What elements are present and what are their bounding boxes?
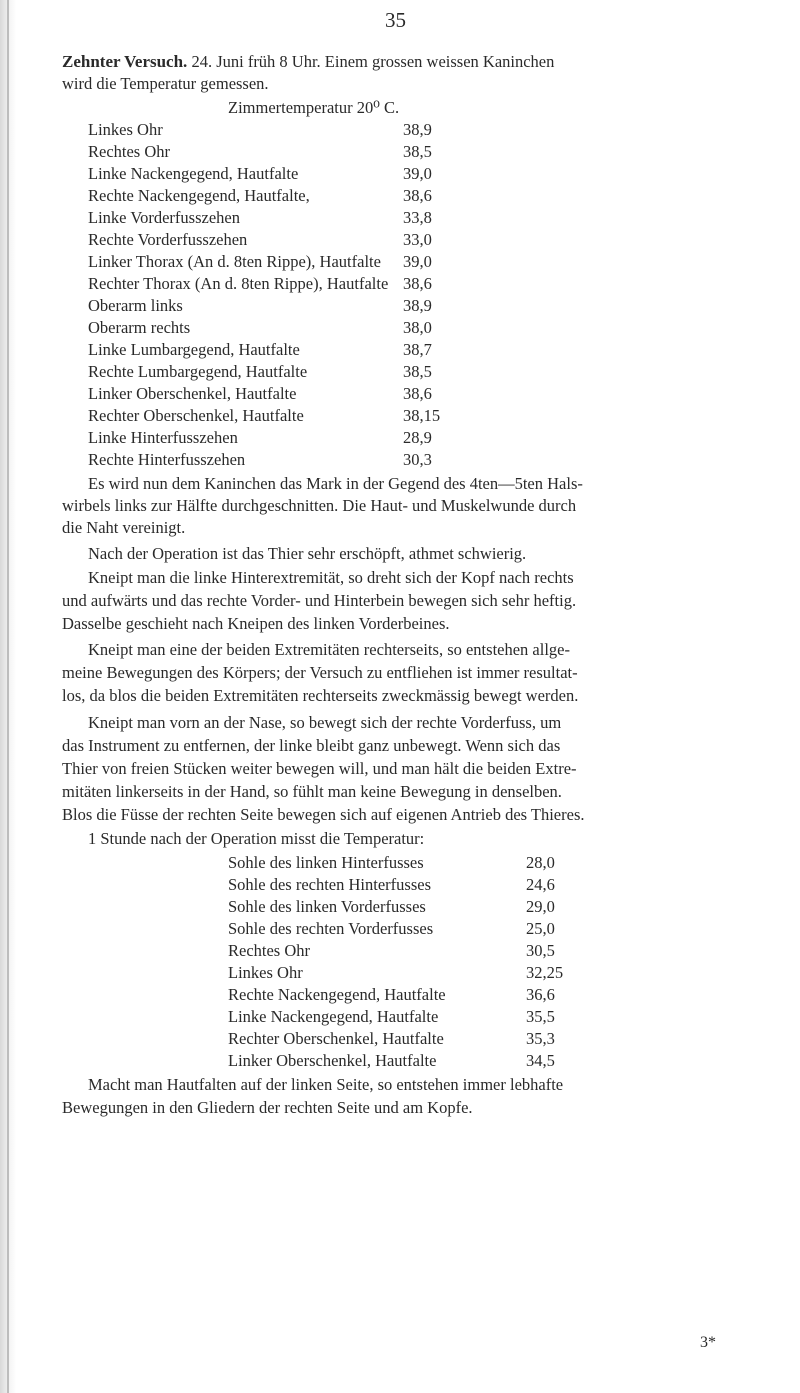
table-row-label: Linke Nackengegend, Hautfalte — [228, 1007, 439, 1026]
table-row-value: 38,5 — [403, 142, 432, 161]
table-row-label: Rechte Nackengegend, Hautfalte, — [88, 186, 310, 205]
paragraph-line: Nach der Operation ist das Thier sehr erschöpft, athmet schwierig. — [88, 544, 527, 563]
table-row-value: 38,0 — [403, 318, 432, 337]
paragraph-line: Kneipt man vorn an der Nase, so bewegt sich der rechte Vorderfuss, um — [88, 713, 562, 732]
paragraph-line: wirbels links zur Hälfte durchgeschnitten. Die Haut- und Muskelwunde durch — [62, 496, 577, 515]
table-row-label: Linke Lumbargegend, Hautfalte — [88, 340, 300, 359]
table-row-label: Oberarm links — [88, 296, 183, 315]
paragraph-line: Blos die Füsse der rechten Seite bewegen sich auf eigenen Antrieb des Thieres. — [62, 805, 585, 824]
paragraph-line: Kneipt man eine der beiden Extremitäten rechterseits, so entstehen allge- — [88, 640, 570, 659]
room-temperature: Zimmertemperatur 20⁰ C. — [228, 98, 400, 117]
paragraph-line: Thier von freien Stücken weiter bewegen will, und man hält die beiden Extre- — [62, 759, 577, 778]
table-row-value: 32,25 — [526, 963, 564, 982]
table-row-label: Linke Vorderfusszehen — [88, 208, 240, 227]
table-row-value: 30,5 — [526, 941, 555, 960]
paragraph-line: Dasselbe geschieht nach Kneipen des linken Vorderbeines. — [62, 614, 450, 633]
table-row-label: Sohle des linken Vorderfusses — [228, 897, 426, 916]
table-row-value: 33,8 — [403, 208, 432, 227]
paragraph-line: die Naht vereinigt. — [62, 518, 186, 537]
table-row-value: 38,7 — [403, 340, 432, 359]
table-row-value: 38,6 — [403, 384, 432, 403]
intro-line-2: wird die Temperatur gemessen. — [62, 74, 269, 93]
paragraph-line: das Instrument zu entfernen, der linke bleibt ganz unbewegt. Wenn sich das — [62, 736, 561, 755]
table-row-label: Sohle des linken Hinterfusses — [228, 853, 424, 872]
table-row-label: Sohle des rechten Hinterfusses — [228, 875, 431, 894]
experiment-heading: Zehnter Versuch. — [62, 52, 188, 71]
table-row-value: 30,3 — [403, 450, 432, 469]
table-row-label: Rechtes Ohr — [88, 142, 171, 161]
table-row-label: Linke Hinterfusszehen — [88, 428, 238, 447]
table-row-value: 34,5 — [526, 1051, 555, 1070]
table-row-value: 38,5 — [403, 362, 432, 381]
paragraph-line: Bewegungen in den Gliedern der rechten Seite und am Kopfe. — [62, 1098, 473, 1117]
table-row-label: Rechtes Ohr — [228, 941, 311, 960]
paragraph-line: Kneipt man die linke Hinterextremität, so dreht sich der Kopf nach rechts — [88, 568, 574, 587]
table-row-label: Linkes Ohr — [88, 120, 163, 139]
table-row-label: Rechte Vorderfusszehen — [88, 230, 248, 249]
intro-line-1 — [62, 51, 554, 73]
table-row-label: Sohle des rechten Vorderfusses — [228, 919, 434, 938]
table-row-label: Linke Nackengegend, Hautfalte — [88, 164, 299, 183]
paragraph-line: Es wird nun dem Kaninchen das Mark in der Gegend des 4ten—5ten Hals- — [88, 474, 583, 493]
table-row-value: 28,9 — [403, 428, 432, 447]
table-row-value: 38,15 — [403, 406, 441, 425]
paragraph-line: mitäten linkerseits in der Hand, so fühlt man keine Bewegung in denselben. — [62, 782, 562, 801]
table-row-label: Linker Thorax (An d. 8ten Rippe), Hautfalte — [88, 252, 381, 271]
table-row-value: 24,6 — [526, 875, 555, 894]
table-row-value: 38,6 — [403, 186, 432, 205]
paragraph-line: und aufwärts und das rechte Vorder- und Hinterbein bewegen sich sehr heftig. — [62, 591, 577, 610]
intro-text: 24. Juni früh 8 Uhr. Einem grossen weissen Kaninchen — [191, 52, 555, 71]
table-row-label: Rechter Thorax (An d. 8ten Rippe), Hautfalte — [88, 274, 389, 293]
paragraph-line: meine Bewegungen des Körpers; der Versuch zu entfliehen ist immer resultat- — [62, 663, 578, 682]
book-spine-edge — [7, 0, 9, 1393]
table-row-value: 38,6 — [403, 274, 432, 293]
table-row-label: Oberarm rechts — [88, 318, 191, 337]
table-row-label: Linkes Ohr — [228, 963, 303, 982]
table-row-label: Linker Oberschenkel, Hautfalte — [228, 1051, 437, 1070]
table-row-label: Rechte Hinterfusszehen — [88, 450, 246, 469]
table-row-label: Rechte Lumbargegend, Hautfalte — [88, 362, 308, 381]
signature-mark: 3* — [700, 1334, 716, 1351]
table-row-label: Linker Oberschenkel, Hautfalte — [88, 384, 297, 403]
table-row-value: 29,0 — [526, 897, 555, 916]
table-row-value: 33,0 — [403, 230, 432, 249]
paragraph-line: Macht man Hautfalten auf der linken Seite, so entstehen immer lebhafte — [88, 1075, 564, 1094]
table-row-value: 38,9 — [403, 120, 432, 139]
table-row-label: Rechte Nackengegend, Hautfalte — [228, 985, 446, 1004]
table-row-value: 25,0 — [526, 919, 555, 938]
table-row-value: 38,9 — [403, 296, 432, 315]
paragraph-line: los, da blos die beiden Extremitäten rechterseits zweckmässig bewegt werden. — [62, 686, 579, 705]
table-row-value: 36,6 — [526, 985, 555, 1004]
paragraph-line: 1 Stunde nach der Operation misst die Temperatur: — [88, 829, 425, 848]
table-row-value: 35,3 — [526, 1029, 555, 1048]
table-row-label: Rechter Oberschenkel, Hautfalte — [228, 1029, 444, 1048]
table-row-label: Rechter Oberschenkel, Hautfalte — [88, 406, 304, 425]
page-number: 35 — [385, 8, 406, 32]
table-row-value: 35,5 — [526, 1007, 555, 1026]
table-row-value: 39,0 — [403, 164, 432, 183]
table-row-value: 39,0 — [403, 252, 432, 271]
table-row-value: 28,0 — [526, 853, 555, 872]
